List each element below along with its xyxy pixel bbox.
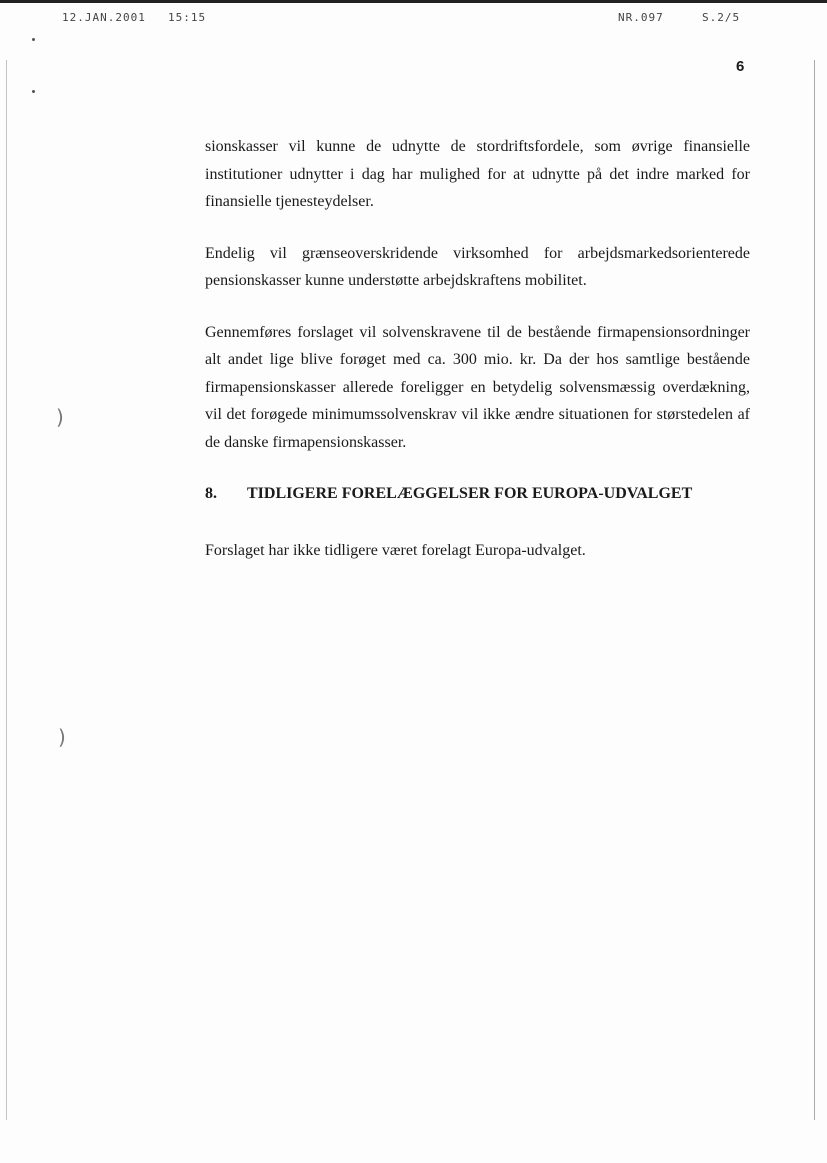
scan-artifact: )	[56, 405, 64, 429]
page-number: 6	[736, 58, 745, 75]
fax-page: S.2/5	[702, 11, 741, 24]
fax-number: NR.097	[618, 11, 664, 24]
paragraph-1: sionskasser vil kunne de udnytte de stordriftsfordele, som øvrige finansielle institutioner udnytter i dag har mulighed for at udnytte på det indre marked for finansielle tjenesteydelser.	[205, 138, 750, 210]
paragraph-2: Endelig vil grænseoverskridende virksomhed for arbejdsmarkedsorienterede pensionskasser kunne understøtte arbejdskraftens mobilitet.	[205, 244, 750, 289]
section-paragraph: Forslaget har ikke tidligere været forelagt Europa-udvalget.	[205, 542, 586, 559]
document-body	[205, 133, 750, 589]
fax-header	[0, 0, 827, 29]
left-edge-line	[6, 60, 7, 1120]
scan-dot	[32, 38, 35, 41]
fax-date: 12.JAN.2001	[62, 11, 146, 24]
fax-time: 15:15	[168, 11, 207, 24]
scan-artifact: )	[58, 725, 66, 749]
paragraph-3: Gennemføres forslaget vil solvenskravene til de bestående firmapensionsordninger alt andet lige blive forøget med ca. 300 mio. kr. Da der hos samtlige bestående firmapensionskasser allerede foreligger en betydelig solvensmæssig overdækning, vil det forøgede minimumssolvenskrav vil ikke ændre situationen for størstedelen af de danske firmapensionskasser.	[205, 323, 750, 451]
section-title: TIDLIGERE FORELÆGGELSER FOR EUROPA-UDVALGET	[247, 485, 693, 502]
section-number: 8.	[205, 485, 217, 502]
section-heading	[205, 480, 750, 507]
right-edge-line	[814, 60, 815, 1120]
scan-dot	[32, 90, 35, 93]
